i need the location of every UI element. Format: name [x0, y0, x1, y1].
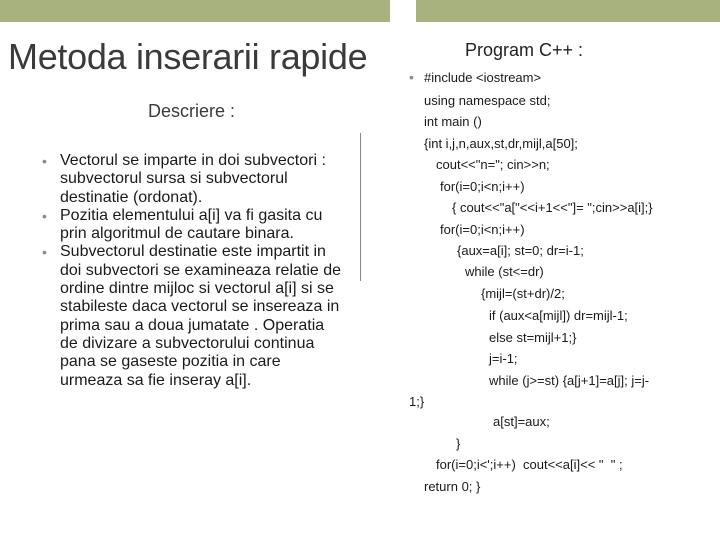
bullet-icon: • — [409, 69, 414, 85]
decorative-top-bar-left — [0, 0, 390, 22]
code-line: for(i=0;i<n;i++) — [440, 179, 525, 194]
code-line: a[st]=aux; — [493, 414, 550, 429]
code-line: {int i,j,n,aux,st,dr,mijl,a[50]; — [424, 136, 578, 151]
code-line: 1;} — [409, 394, 425, 409]
description-list — [42, 152, 342, 390]
code-line: {mijl=(st+dr)/2; — [481, 286, 565, 301]
slide-title: Metoda inserarii rapide — [8, 36, 368, 77]
code-line: using namespace std; — [424, 93, 551, 108]
program-heading: Program C++ : — [465, 40, 584, 60]
code-line: int main () — [424, 114, 482, 129]
code-line: if (aux<a[mijl]) dr=mijl-1; — [489, 308, 628, 323]
column-divider — [360, 133, 361, 281]
description-item-text: Pozitia elementului a[i] va fi gasita cu prin algoritmul de cautare binara. — [60, 206, 323, 243]
code-line: j=i-1; — [489, 351, 518, 366]
bullet-icon: • — [42, 244, 47, 261]
code-line: while (j>=st) {a[j+1]=a[j]; j=j- — [489, 373, 650, 388]
code-line: return 0; } — [424, 479, 481, 494]
code-line: for(i=0;i<n;i++) — [440, 222, 525, 237]
bullet-icon: • — [42, 153, 47, 169]
description-item — [42, 207, 342, 244]
decorative-top-bar-right — [416, 0, 720, 22]
code-line: cout<<"n="; cin>>n; — [436, 157, 550, 172]
code-line: {aux=a[i]; st=0; dr=i-1; — [457, 243, 584, 258]
description-item-text: Subvectorul destinatie este impartit in doi subvectori se examineaza relatie de ordine dintre mijloc si vectorul a[i] si se stabileste daca vectorul se insereaza in prima sau a doua jumatate . Operatia de divizare a subvectorului continua pana se gaseste pozitia in care urmeaza sa fie inseray a[i]. — [60, 243, 342, 389]
description-heading: Descriere : — [148, 101, 236, 121]
code-line: } — [456, 436, 461, 451]
code-line: else st=mijl+1;} — [489, 330, 577, 345]
description-item-text: Vectorul se imparte in doi subvectori : subvectorul sursa si subvectorul destinatie (ordonat). — [60, 152, 326, 206]
description-item — [42, 243, 342, 389]
code-line: { cout<<"a["<<i+1<<"]= ";cin>>a[i];} — [452, 200, 653, 215]
code-line: for(i=0;i<';i++) cout<<a[i]<< " " ; — [436, 457, 623, 472]
bullet-icon: • — [42, 207, 47, 224]
description-item — [42, 152, 342, 207]
code-line: #include <iostream> — [424, 70, 542, 85]
code-line: while (st<=dr) — [465, 264, 544, 279]
